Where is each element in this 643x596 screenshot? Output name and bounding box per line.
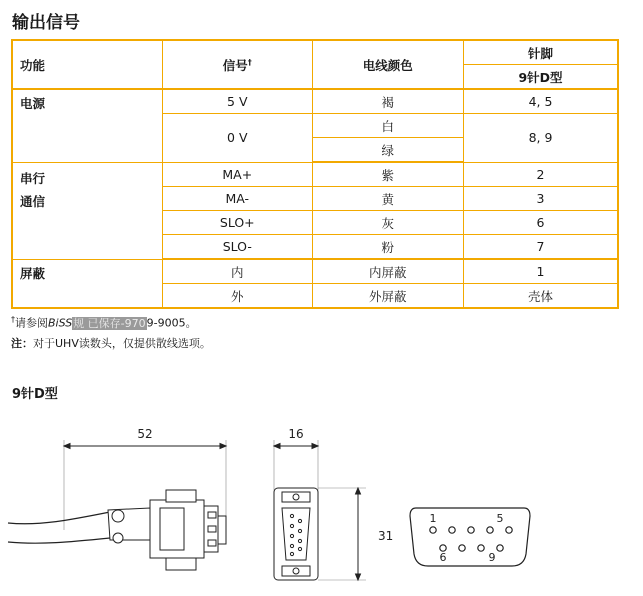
cell-color: 黄 [312,187,463,211]
header-pin: 针脚 [464,40,618,65]
header-signal: 信号† [163,40,313,89]
cell-signal: 0 V [163,114,313,163]
header-function: 功能 [12,40,163,89]
cell-signal: 5 V [163,89,313,114]
cell-pin: 8, 9 [464,114,618,163]
cell-pin: 3 [464,187,618,211]
pinout-face [410,508,530,566]
footnote-biss: †请参阅BiSS规 已保存-9709-9005。 [11,315,197,330]
pin-label-9: 9 [488,551,496,564]
output-signal-table [11,39,619,309]
cell-pin: 6 [464,211,618,235]
cell-color: 灰 [312,211,463,235]
cell-signal: SLO+ [163,211,313,235]
group-label-shield: 屏蔽 [12,259,163,308]
pin-label-6: 6 [439,551,447,564]
cell-signal: 内 [163,259,313,284]
header-wire-color: 电线颜色 [312,40,463,89]
cell-signal: SLO- [163,235,313,260]
dim-depth-label: 16 [288,427,304,441]
header-pin-sub: 9针D型 [464,65,618,90]
cell-signal: 外 [163,284,313,309]
cell-color: 内屏蔽 [312,259,463,284]
cell-color: 粉 [312,235,463,260]
connector-title: 9针D型 [12,387,58,402]
group-label-serial: 串行 通信 [12,162,163,259]
cell-pin: 1 [464,259,618,284]
redaction-mask: 规 已保存-970 [73,316,146,330]
pin-label-5: 5 [496,512,504,525]
cell-signal: MA+ [163,162,313,187]
side-view [8,440,226,570]
cell-color: 外屏蔽 [312,284,463,309]
pin-label-1: 1 [429,512,437,525]
cell-pin: 4, 5 [464,89,618,114]
footnote-uhv: 注：对于UHV读数头，仅提供散线选项。 [11,336,211,350]
cell-color: 褐 [312,89,463,114]
cell-color: 紫 [312,162,463,187]
cell-pin: 壳体 [464,284,618,309]
cell-color: 白 [312,114,463,138]
group-label-power: 电源 [12,89,163,162]
front-view [274,440,366,580]
cell-signal: MA- [163,187,313,211]
dim-width-label: 52 [137,427,153,441]
footnotes [11,310,211,354]
cell-pin: 7 [464,235,618,260]
dim-height-label: 31 [378,529,394,543]
page-title: 输出信号 [12,13,80,33]
cell-color: 绿 [312,138,463,163]
connector-drawing [0,420,643,596]
cell-pin: 2 [464,162,618,187]
